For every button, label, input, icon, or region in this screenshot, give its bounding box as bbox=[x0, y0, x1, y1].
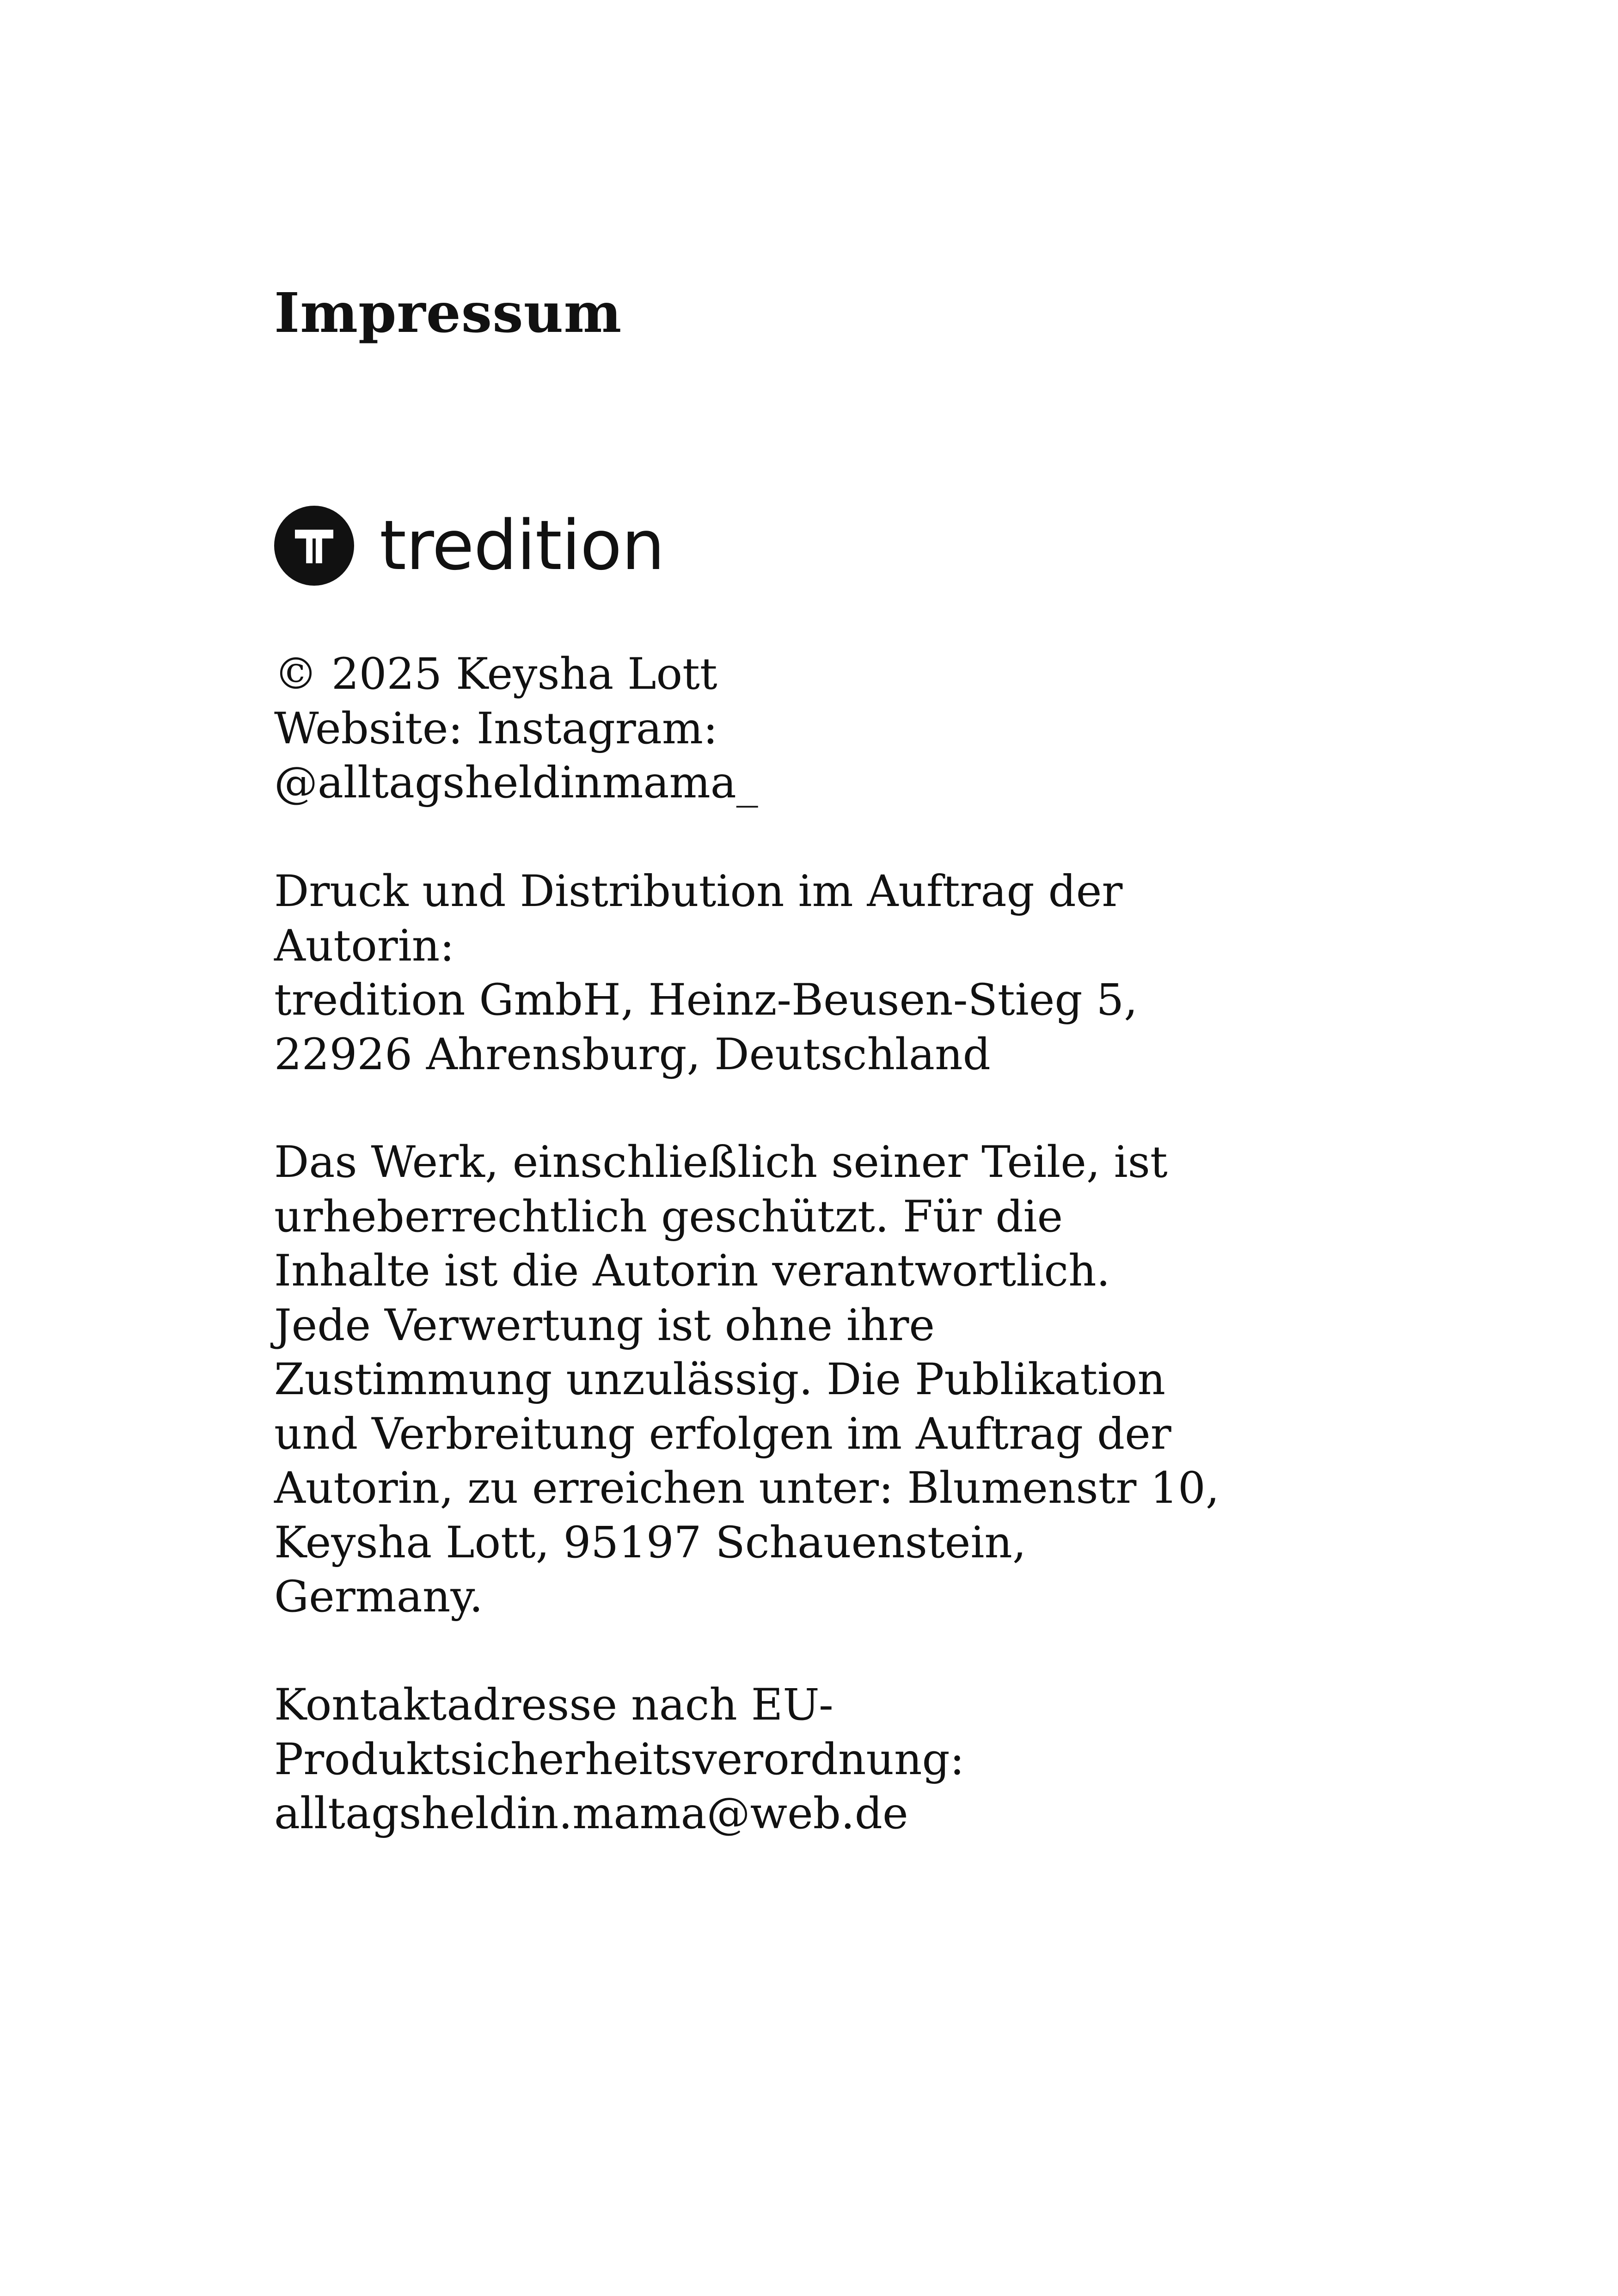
legal-line: Jede Verwertung ist ohne ihre bbox=[274, 1300, 935, 1351]
printing-line: Autorin: bbox=[274, 920, 454, 971]
copyright-line: © 2025 Keysha Lott bbox=[274, 649, 717, 699]
publisher-logo bbox=[274, 504, 664, 587]
printing-distribution-block bbox=[274, 864, 1138, 1082]
contact-block bbox=[274, 1678, 964, 1841]
website-line: Website: Instagram: bbox=[274, 703, 718, 754]
legal-line: und Verbreitung erfolgen im Auftrag der bbox=[274, 1408, 1171, 1459]
legal-line: urheberrechtlich geschützt. Für die bbox=[274, 1191, 1063, 1242]
legal-line: Das Werk, einschließlich seiner Teile, ist bbox=[274, 1137, 1168, 1188]
page-title: Impressum bbox=[274, 281, 622, 345]
legal-line: Keysha Lott, 95197 Schauenstein, bbox=[274, 1517, 1026, 1568]
instagram-handle: @alltagsheldinmama_ bbox=[274, 758, 758, 808]
publisher-address-line: tredition GmbH, Heinz-Beusen-Stieg 5, bbox=[274, 975, 1138, 1025]
legal-line: Autorin, zu erreichen unter: Blumenstr 10, bbox=[274, 1463, 1220, 1513]
publisher-address-line: 22926 Ahrensburg, Deutschland bbox=[274, 1029, 991, 1080]
copyright-block bbox=[274, 647, 758, 810]
legal-notice-block bbox=[274, 1135, 1220, 1624]
tredition-logo-icon bbox=[274, 506, 354, 586]
tredition-wordmark: tredition bbox=[380, 506, 665, 585]
printing-line: Druck und Distribution im Auftrag der bbox=[274, 866, 1123, 917]
legal-line: Zustimmung unzulässig. Die Publikation bbox=[274, 1354, 1166, 1405]
legal-line: Inhalte ist die Autorin verantwortlich. bbox=[274, 1246, 1110, 1296]
contact-email: alltagsheldin.mama@web.de bbox=[274, 1788, 908, 1839]
contact-line: Kontaktadresse nach EU- bbox=[274, 1680, 834, 1730]
contact-line: Produktsicherheitsverordnung: bbox=[274, 1734, 965, 1785]
legal-line: Germany. bbox=[274, 1572, 483, 1622]
